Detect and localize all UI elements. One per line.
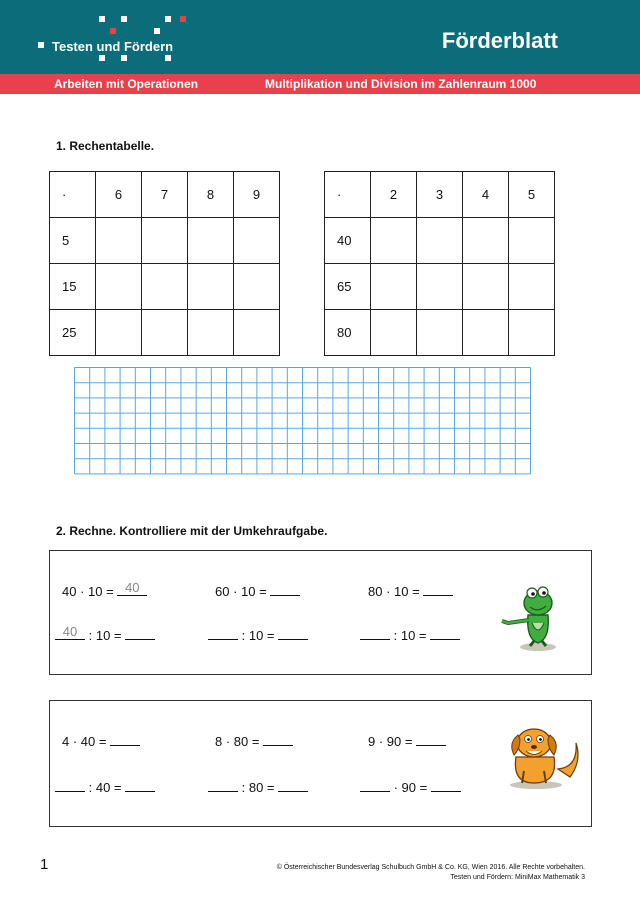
exercise-item [360,779,461,795]
table-corner: · [50,172,96,218]
column-header: 3 [417,172,463,218]
answer-cell[interactable] [142,310,188,356]
answer-cell[interactable] [417,310,463,356]
answer-blank[interactable] [208,779,238,792]
table-corner: · [325,172,371,218]
exercise-text: : 40 = [85,780,126,795]
row-header: 65 [325,264,371,310]
answer-cell[interactable] [142,218,188,264]
division-table [324,171,555,356]
answer-cell[interactable] [509,264,555,310]
answer-cell[interactable] [96,218,142,264]
answer-blank[interactable] [125,779,155,792]
exercise-text: 60 · 10 = [215,584,271,599]
exercise-item [368,733,446,749]
task1-heading: 1. Rechentabelle. [56,139,155,153]
answer-blank[interactable] [360,627,390,640]
answer-blank[interactable] [110,733,140,746]
answer-cell[interactable] [234,310,280,356]
answer-blank[interactable] [360,779,390,792]
exercise-item [215,733,293,749]
answer-blank[interactable] [55,779,85,792]
column-header: 8 [188,172,234,218]
column-header: 6 [96,172,142,218]
answer-blank[interactable] [117,580,147,596]
answer-cell[interactable] [371,218,417,264]
answer-blank[interactable] [416,733,446,746]
row-header: 5 [50,218,96,264]
answer-cell[interactable] [142,264,188,310]
answer-cell[interactable] [96,310,142,356]
exercise-text: 40 · 10 = [62,584,118,599]
topic-left: Arbeiten mit Operationen [54,77,199,91]
answer-cell[interactable] [463,310,509,356]
topic-right: Multiplikation und Division im Zahlenraum 1000 [265,77,537,91]
exercise-text: · 90 = [390,780,431,795]
answer-blank[interactable] [430,627,460,640]
answer-cell[interactable] [96,264,142,310]
column-header: 4 [463,172,509,218]
answer-cell[interactable] [188,218,234,264]
answer-cell[interactable] [188,310,234,356]
exercise-text: 8 · 80 = [215,734,264,749]
exercise-text: 80 · 10 = [368,584,424,599]
task2-heading: 2. Rechne. Kontrolliere mit der Umkehraufgabe. [56,524,328,538]
column-header: 9 [234,172,280,218]
answer-filled: 40 [62,624,78,639]
answer-cell[interactable] [234,264,280,310]
exercise-item [208,779,308,795]
answer-filled: 40 [125,580,140,595]
answer-cell[interactable] [463,218,509,264]
exercise-item [208,627,308,643]
frog-mascot-icon [498,573,568,653]
column-header: 7 [142,172,188,218]
answer-cell[interactable] [371,310,417,356]
page-number: 1 [40,856,49,873]
exercise-item [55,624,155,643]
answer-blank[interactable] [270,583,300,596]
column-header: 2 [371,172,417,218]
answer-blank[interactable] [431,779,461,792]
row-header: 40 [325,218,371,264]
exercise-text: : 80 = [238,780,279,795]
scratch-grid[interactable] [74,367,534,477]
answer-cell[interactable] [509,310,555,356]
exercise-box-1 [49,550,592,675]
source-line: Testen und Fördern: MiniMax Mathematik 3 [450,874,585,881]
row-header: 15 [50,264,96,310]
row-header: 80 [325,310,371,356]
exercise-text: 4 · 40 = [62,734,111,749]
exercise-text: 9 · 90 = [368,734,417,749]
header-bar [0,0,640,74]
multiplication-table [49,171,280,356]
exercise-item [368,583,453,599]
brand-name: Testen und Fördern [52,39,174,54]
exercise-text: : 10 = [238,628,279,643]
answer-blank[interactable] [278,779,308,792]
answer-blank[interactable] [278,627,308,640]
exercise-item [62,733,140,749]
copyright-line: © Österreichischer Bundesverlag Schulbuch GmbH & Co. KG, Wien 2016. Alle Rechte vorbehalten. [276,864,585,871]
exercise-text: : 10 = [85,628,126,643]
exercise-box-2 [49,700,592,827]
answer-cell[interactable] [188,264,234,310]
exercise-item [62,580,147,599]
answer-blank[interactable] [263,733,293,746]
page-title: Förderblatt [441,28,558,53]
answer-cell[interactable] [234,218,280,264]
exercise-item [55,779,155,795]
answer-blank[interactable] [125,627,155,640]
answer-blank[interactable] [208,627,238,640]
answer-cell[interactable] [417,218,463,264]
column-header: 5 [509,172,555,218]
exercise-item [215,583,300,599]
dog-mascot-icon [498,721,586,791]
exercise-item [360,627,460,643]
answer-cell[interactable] [463,264,509,310]
answer-cell[interactable] [509,218,555,264]
topic-band [0,74,640,94]
row-header: 25 [50,310,96,356]
answer-blank[interactable] [423,583,453,596]
answer-blank[interactable] [55,624,85,640]
exercise-text: : 10 = [390,628,431,643]
answer-cell[interactable] [371,264,417,310]
answer-cell[interactable] [417,264,463,310]
